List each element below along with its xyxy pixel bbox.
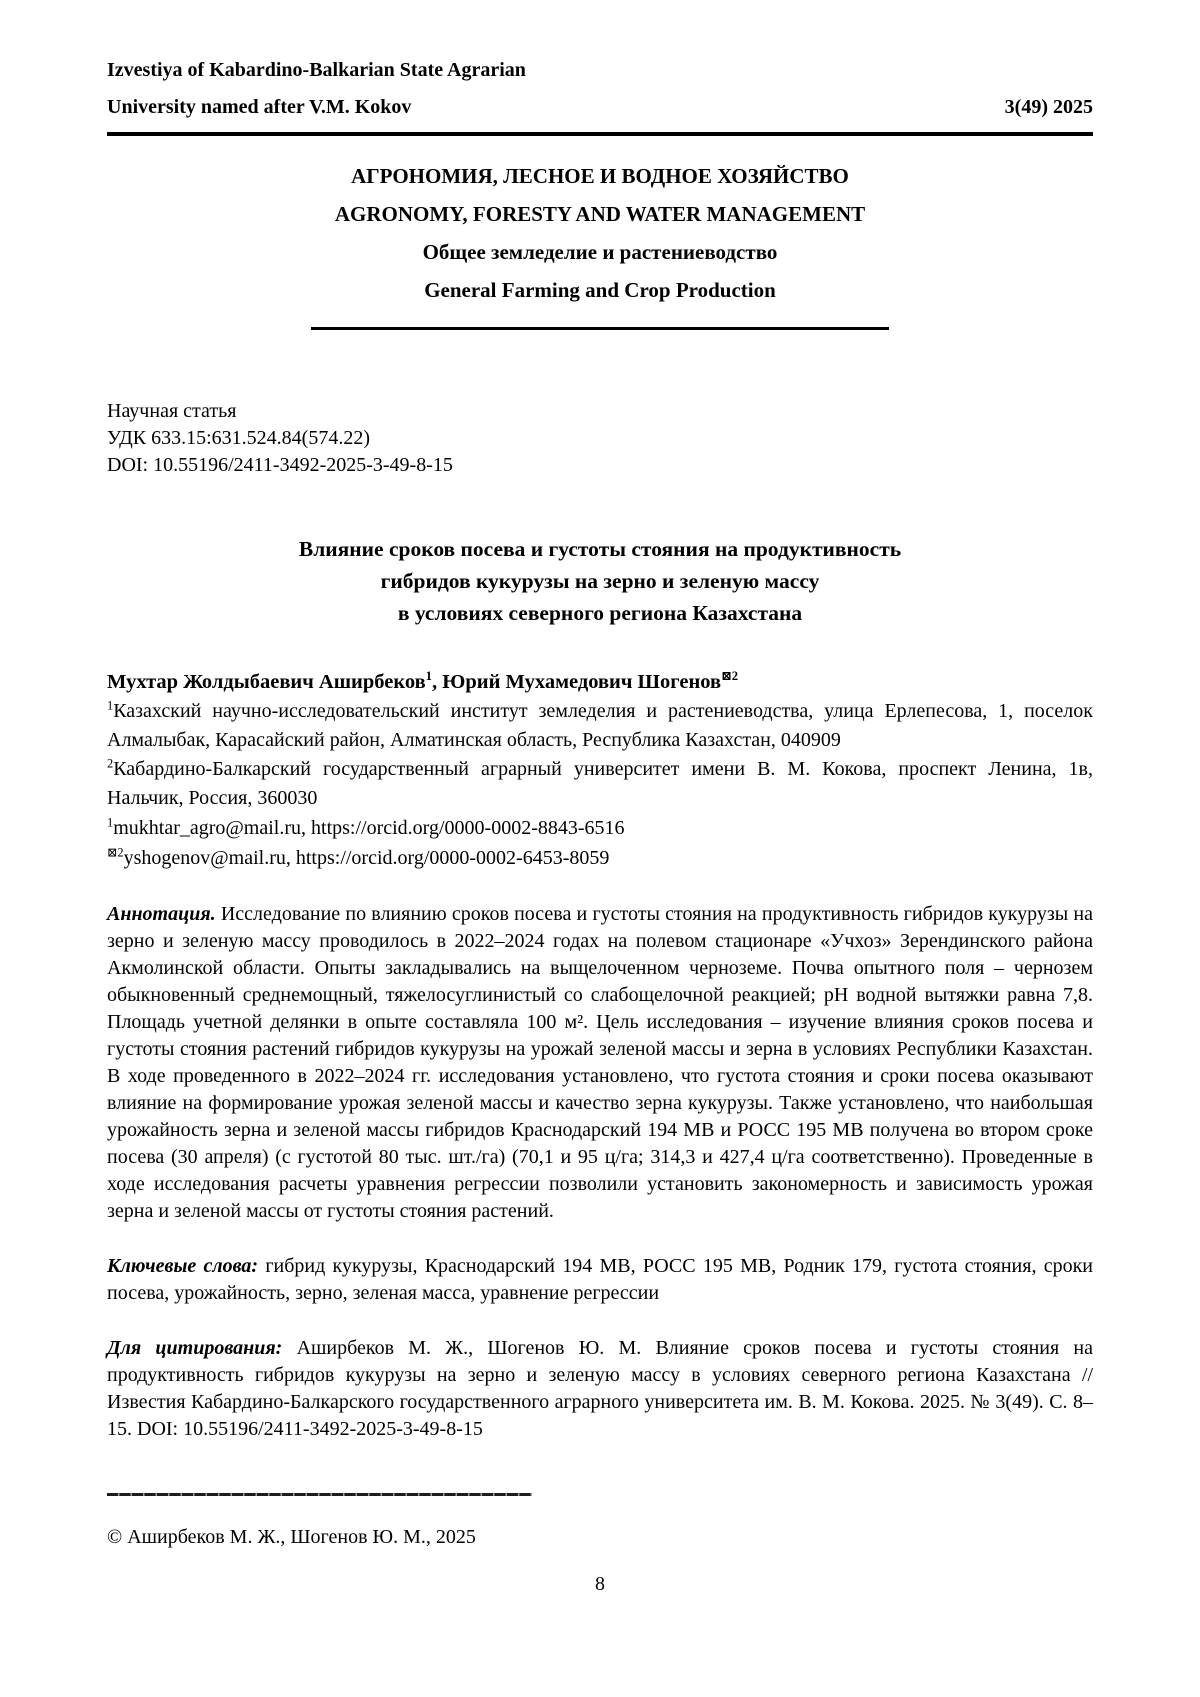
author-affiliation-marker: ⊠2 — [721, 669, 739, 684]
affiliation-text: Казахский научно-исследовательский институт земледелия и растениеводства, улица Ерлепесова, 1, поселок Алмалыбак, Карасайский район, Алматинская область, Республика Казахстан, 040909 — [107, 700, 1093, 751]
affiliation-text: Кабардино-Балкарский государственный аграрный университет имени В. М. Кокова, проспект Ленина, 1в, Нальчик, Россия, 360030 — [107, 758, 1093, 809]
abstract-label: Аннотация. — [107, 903, 216, 925]
authors-line — [107, 667, 1093, 697]
affiliation-marker: 2 — [107, 756, 114, 771]
journal-header — [107, 52, 1093, 136]
page-number: 8 — [595, 1573, 605, 1595]
keywords-paragraph — [107, 1253, 1093, 1307]
contact-marker: 1 — [107, 815, 114, 830]
contact-text: mukhtar_agro@mail.ru, https://orcid.org/0000-0002-8843-6516 — [113, 817, 625, 839]
affiliation-item — [107, 697, 1093, 755]
section-heading-en: AGRONOMY, FORESTY AND WATER MANAGEMENT — [334, 202, 866, 226]
section-heading-ru: АГРОНОМИЯ, ЛЕСНОЕ И ВОДНОЕ ХОЗЯЙСТВО — [351, 164, 849, 188]
contact-line — [107, 813, 1093, 843]
article-title-line: гибридов кукурузы на зерно и зеленую массу — [380, 569, 820, 593]
contact-marker: ⊠2 — [107, 845, 124, 860]
subsection-heading-ru: Общее земледелие и растениеводство — [422, 240, 778, 264]
citation-text: Аширбеков М. Ж., Шогенов Ю. М. Влияние сроков посева и густоты стояния на продуктивность гибридов кукурузы на зерно и зеленую массу в условиях северного региона Казахстана // Известия Кабардино-Балкарского государственного аграрного университета им. В. М. Кокова. 2025. № 3(49). С. 8–15. DOI: 10.55196/2411-3492-2025-3-49-8-15 — [107, 1337, 1093, 1440]
citation-label: Для цитирования: — [107, 1337, 283, 1359]
udc-code: УДК 633.15:631.524.84(574.22) — [107, 427, 370, 449]
authors-separator: , — [432, 671, 443, 693]
issue-number: 3(49) 2025 — [1004, 96, 1093, 118]
affiliation-marker: 1 — [107, 698, 114, 713]
affiliation-item — [107, 755, 1093, 813]
author-affiliation-marker: 1 — [425, 669, 433, 684]
header-rule — [107, 132, 1093, 136]
article-meta — [107, 398, 1093, 479]
abstract-paragraph — [107, 901, 1093, 1225]
doi-line: DOI: 10.55196/2411-3492-2025-3-49-8-15 — [107, 454, 453, 476]
author-name: Юрий Мухамедович Шогенов — [442, 671, 722, 693]
keywords-label: Ключевые слова: — [107, 1255, 259, 1277]
article-title — [107, 533, 1093, 629]
abstract-text: Исследование по влиянию сроков посева и густоты стояния на продуктивность гибридов кукурузы на зерно и зеленую массу проводилось в 2022–2024 годах на полевом стационаре «Учхоз» Зерендинского района Акмолинской области. Опыты закладывались на выщелоченном черноземе. Почва опытного поля – чернозем обыкновенный среднемощный, тяжелосуглинистый со слабощелочной реакцией; pH водной вытяжки равна 7,8. Площадь учетной делянки в опыте составляла 100 м². Цель исследования – изучение влияния сроков посева и густоты стояния растений гибридов кукурузы на урожай зеленой массы и зерна в условиях Республики Казахстан. В ходе проведенного в 2022–2024 гг. исследования установлено, что густота стояния и сроки посева оказывают влияние на формирование урожая зеленой массы и качество зерна кукурузы. Также установлено, что наибольшая урожайность зерна и зеленой массы гибридов Краснодарский 194 МВ и РОСС 195 МВ получена во втором сроке посева (30 апреля) (с густотой 80 тыс. шт./га) (70,1 и 95 ц/га; 314,3 и 427,4 ц/га соответственно). Проведенные в ходе исследования расчеты уравнения регрессии позволили установить закономерность и зависимость урожая зерна и зеленой массы от густоты стояния растений. — [107, 903, 1093, 1222]
contact-line — [107, 843, 1093, 873]
journal-name-line1: Izvestiya of Kabardino-Balkarian State Agrarian — [107, 59, 526, 81]
subsection-heading-en: General Farming and Crop Production — [424, 278, 776, 302]
article-title-line: в условиях северного региона Казахстана — [397, 601, 803, 625]
keywords-text: гибрид кукурузы, Краснодарский 194 МВ, РОСС 195 МВ, Родник 179, густота стояния, сроки посева, урожайность, зерно, зеленая масса, уравнение регрессии — [107, 1255, 1094, 1304]
author-name: Мухтар Жолдыбаевич Аширбеков — [107, 671, 426, 693]
journal-name-line2: University named after V.M. Kokov — [107, 96, 412, 118]
citation-paragraph — [107, 1335, 1093, 1443]
rubric-block — [107, 166, 1093, 330]
article-title-line: Влияние сроков посева и густоты стояния на продуктивность — [298, 537, 902, 561]
article-type: Научная статья — [107, 400, 237, 422]
copyright-line: © Аширбеков М. Ж., Шогенов Ю. М., 2025 — [107, 1526, 476, 1548]
footnote-rule — [107, 1493, 532, 1496]
rubric-divider — [311, 327, 889, 330]
contact-text: yshogenov@mail.ru, https://orcid.org/0000-0002-6453-8059 — [123, 847, 610, 869]
